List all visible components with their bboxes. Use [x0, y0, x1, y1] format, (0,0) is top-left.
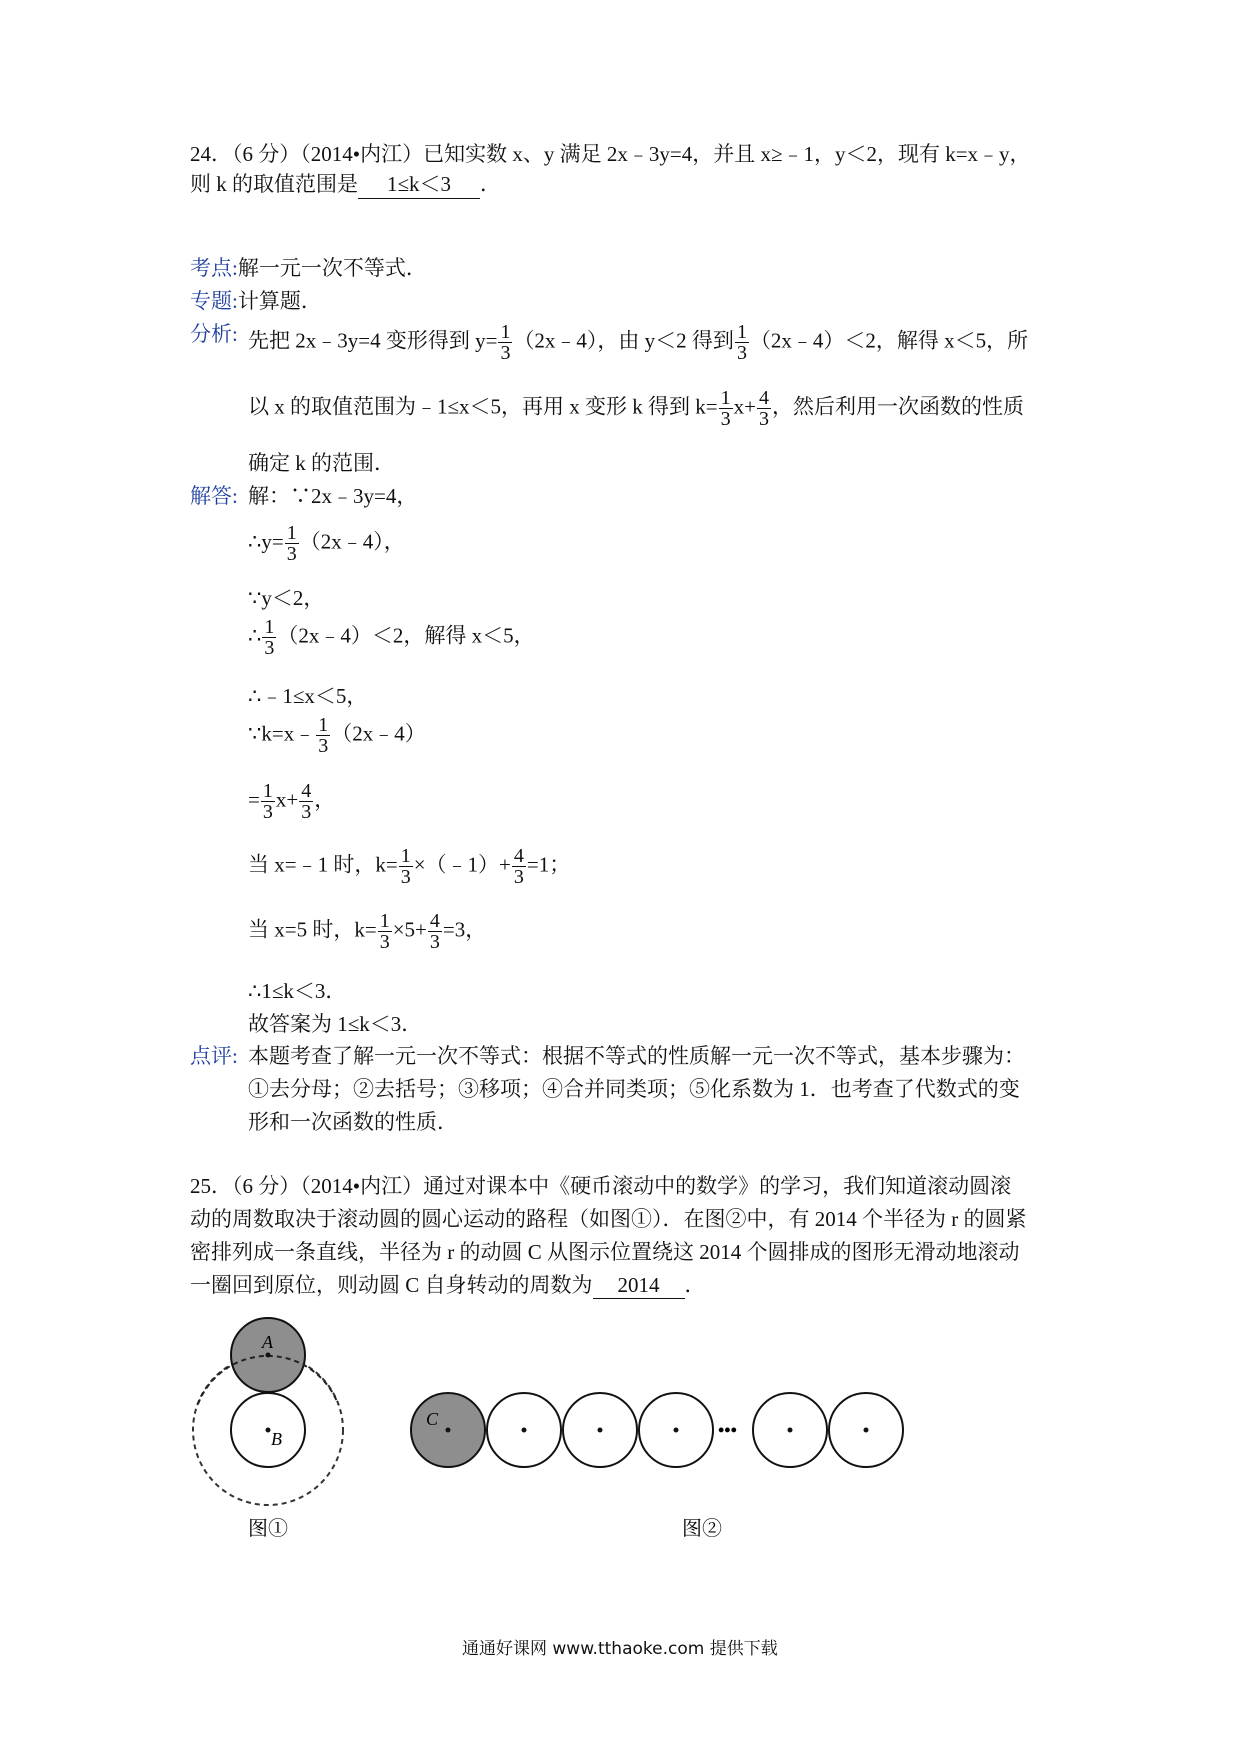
- numerator: 1: [720, 387, 731, 409]
- denominator: 3: [301, 801, 312, 823]
- ellipsis: •••: [718, 1420, 737, 1440]
- q25-line4-suffix: ．: [684, 1273, 706, 1297]
- fenxi-l1c: （2x﹣4）＜2，解得 x＜5，所: [749, 328, 1029, 353]
- fraction-one-third: [262, 617, 276, 658]
- jieda-step4: [248, 617, 535, 658]
- numerator: 1: [500, 321, 511, 343]
- dianping-label: 点评:: [190, 1044, 238, 1068]
- label-c: C: [426, 1409, 439, 1429]
- row-circle-center: [674, 1428, 679, 1433]
- jieda-s4a: ∴: [248, 623, 262, 648]
- row-circle-center: [864, 1428, 869, 1433]
- jieda-s2a: ∴y=: [248, 529, 284, 554]
- jieda-step2: [248, 523, 405, 564]
- fraction-one-third: [261, 781, 275, 822]
- q24-line2: [190, 168, 501, 199]
- fenxi-l1b: （2x﹣4），由 y＜2 得到: [513, 328, 734, 353]
- center-c-dot: [446, 1428, 451, 1433]
- fraction-four-thirds: [299, 781, 313, 822]
- denominator: 3: [513, 866, 524, 888]
- fenxi-line2: [248, 388, 1024, 429]
- row-circle-center: [598, 1428, 603, 1433]
- jieda-s8b: ×（﹣1）+: [413, 852, 511, 877]
- denominator: 3: [736, 342, 747, 364]
- jieda-s9a: 当 x=5 时，k=: [248, 917, 377, 942]
- dianping-line2: ①去分母；②去括号；③移项；④合并同类项；⑤化系数为 1．也考查了代数式的变: [248, 1077, 1020, 1101]
- fenxi-label: 分析:: [190, 322, 238, 346]
- fraction-four-thirds: [512, 846, 526, 887]
- jieda-s7c: ，: [314, 787, 336, 812]
- denominator: 3: [758, 408, 769, 430]
- numerator: 1: [400, 845, 411, 867]
- jieda-s8c: =1；: [526, 852, 571, 877]
- fraction-four-thirds: [428, 911, 442, 952]
- center-b-dot: [266, 1428, 271, 1433]
- numerator: 1: [286, 522, 297, 544]
- fraction-one-third: [399, 846, 413, 887]
- fraction-four-thirds: [757, 388, 771, 429]
- jieda-step10: ∴1≤k＜3．: [248, 979, 347, 1003]
- q24-answer: 1≤k＜3: [358, 168, 480, 199]
- footer-text: 通通好课网 www.tthaoke.com 提供下载: [462, 1639, 778, 1659]
- kaodian-label: 考点:: [190, 256, 238, 280]
- row-circle-center: [788, 1428, 793, 1433]
- jieda-s8a: 当 x=﹣1 时，k=: [248, 852, 398, 877]
- q24-line2-suffix: ．: [480, 172, 501, 196]
- numerator: 1: [736, 321, 747, 343]
- zhuanti-text: 计算题．: [237, 289, 322, 313]
- numerator: 1: [264, 616, 275, 638]
- jieda-s7a: =: [248, 787, 260, 812]
- fraction-one-third: [285, 523, 299, 564]
- jieda-s6b: （2x﹣4）: [331, 721, 426, 746]
- jieda-step8: [248, 846, 570, 887]
- fraction-one-third: [378, 911, 392, 952]
- fenxi-l2c: ，然后利用一次函数的性质: [771, 394, 1024, 419]
- q25-line4-prefix: 一圈回到原位，则动圆 C 自身转动的周数为: [190, 1273, 593, 1297]
- figure-1: [180, 1300, 360, 1550]
- denominator: 3: [720, 408, 731, 430]
- q25-line4: [190, 1269, 706, 1299]
- jieda-step9: [248, 911, 486, 952]
- fenxi-l1a: 先把 2x﹣3y=4 变形得到 y=: [248, 328, 498, 353]
- jieda-label: 解答:: [190, 484, 238, 508]
- figure-1-caption: 图①: [248, 1518, 288, 1540]
- fenxi-l2b: x+: [733, 394, 756, 419]
- jieda-s4b: （2x﹣4）＜2，解得 x＜5，: [277, 623, 535, 648]
- denominator: 3: [286, 543, 297, 565]
- jieda-s7b: x+: [275, 787, 299, 812]
- fenxi-line3: 确定 k 的范围．: [248, 451, 395, 475]
- fenxi-l2a: 以 x 的取值范围为﹣1≤x＜5，再用 x 变形 k 得到 k=: [248, 394, 718, 419]
- row-circle-center: [522, 1428, 527, 1433]
- fraction-one-third: [316, 715, 330, 756]
- q24-line1: 24．（6 分）（2014•内江）已知实数 x、y 满足 2x﹣3y=4，并且 x≥﹣1，y＜2，现有 k=x﹣y，: [190, 142, 1031, 166]
- denominator: 3: [400, 866, 411, 888]
- numerator: 4: [429, 910, 440, 932]
- numerator: 1: [379, 910, 390, 932]
- jieda-s9b: ×5+: [392, 917, 427, 942]
- label-a: A: [262, 1332, 273, 1352]
- dianping-line1: 本题考查了解一元一次不等式：根据不等式的性质解一元一次不等式，基本步骤为：: [248, 1044, 1025, 1068]
- numerator: 1: [262, 780, 273, 802]
- dianping-line3: 形和一次函数的性质．: [248, 1110, 458, 1134]
- fraction-one-third: [719, 388, 733, 429]
- figure-2: [400, 1380, 920, 1550]
- denominator: 3: [262, 801, 273, 823]
- zhuanti-label: 专题:: [190, 289, 238, 313]
- fenxi-line1: [248, 322, 1028, 363]
- numerator: 1: [318, 714, 329, 736]
- zhuanti-row: [190, 285, 322, 315]
- denominator: 3: [318, 735, 329, 757]
- denominator: 3: [264, 637, 275, 659]
- denominator: 3: [429, 931, 440, 953]
- denominator: 3: [500, 342, 511, 364]
- fraction-one-third: [498, 322, 512, 363]
- numerator: 4: [513, 845, 524, 867]
- kaodian-text: 解一元一次不等式．: [237, 256, 427, 280]
- jieda-s6a: ∵k=x﹣: [248, 721, 316, 746]
- jieda-step5: ∴﹣1≤x＜5，: [248, 684, 368, 708]
- jieda-s2b: （2x﹣4），: [299, 529, 405, 554]
- q25-line3: 密排列成一条直线，半径为 r 的动圆 C 从图示位置绕这 2014 个圆排成的图形无滑动地滚动: [190, 1240, 1020, 1264]
- figure-2-caption: 图②: [682, 1518, 722, 1540]
- q25-answer: 2014: [593, 1273, 685, 1299]
- label-b: B: [271, 1429, 282, 1449]
- numerator: 4: [301, 780, 312, 802]
- center-a-dot: [266, 1353, 271, 1358]
- jieda-step1: 解：∵2x﹣3y=4，: [248, 484, 418, 508]
- denominator: 3: [379, 931, 390, 953]
- kaodian-row: [190, 252, 427, 282]
- jieda-step3: ∵y＜2，: [248, 586, 325, 610]
- numerator: 4: [758, 387, 769, 409]
- jieda-step6: [248, 715, 426, 756]
- q25-line2: 动的周数取决于滚动圆的圆心运动的路程（如图①）．在图②中，有 2014 个半径为 r 的圆紧: [190, 1207, 1027, 1231]
- jieda-step7: [248, 781, 335, 822]
- q25-line1: 25．（6 分）（2014•内江）通过对课本中《硬币滚动中的数学》的学习，我们知道滚动圆滚: [190, 1174, 1012, 1198]
- fraction-one-third: [735, 322, 749, 363]
- q24-line2-prefix: 则 k 的取值范围是: [190, 172, 358, 196]
- jieda-step11: 故答案为 1≤k＜3．: [248, 1012, 423, 1036]
- jieda-s9c: =3，: [442, 917, 487, 942]
